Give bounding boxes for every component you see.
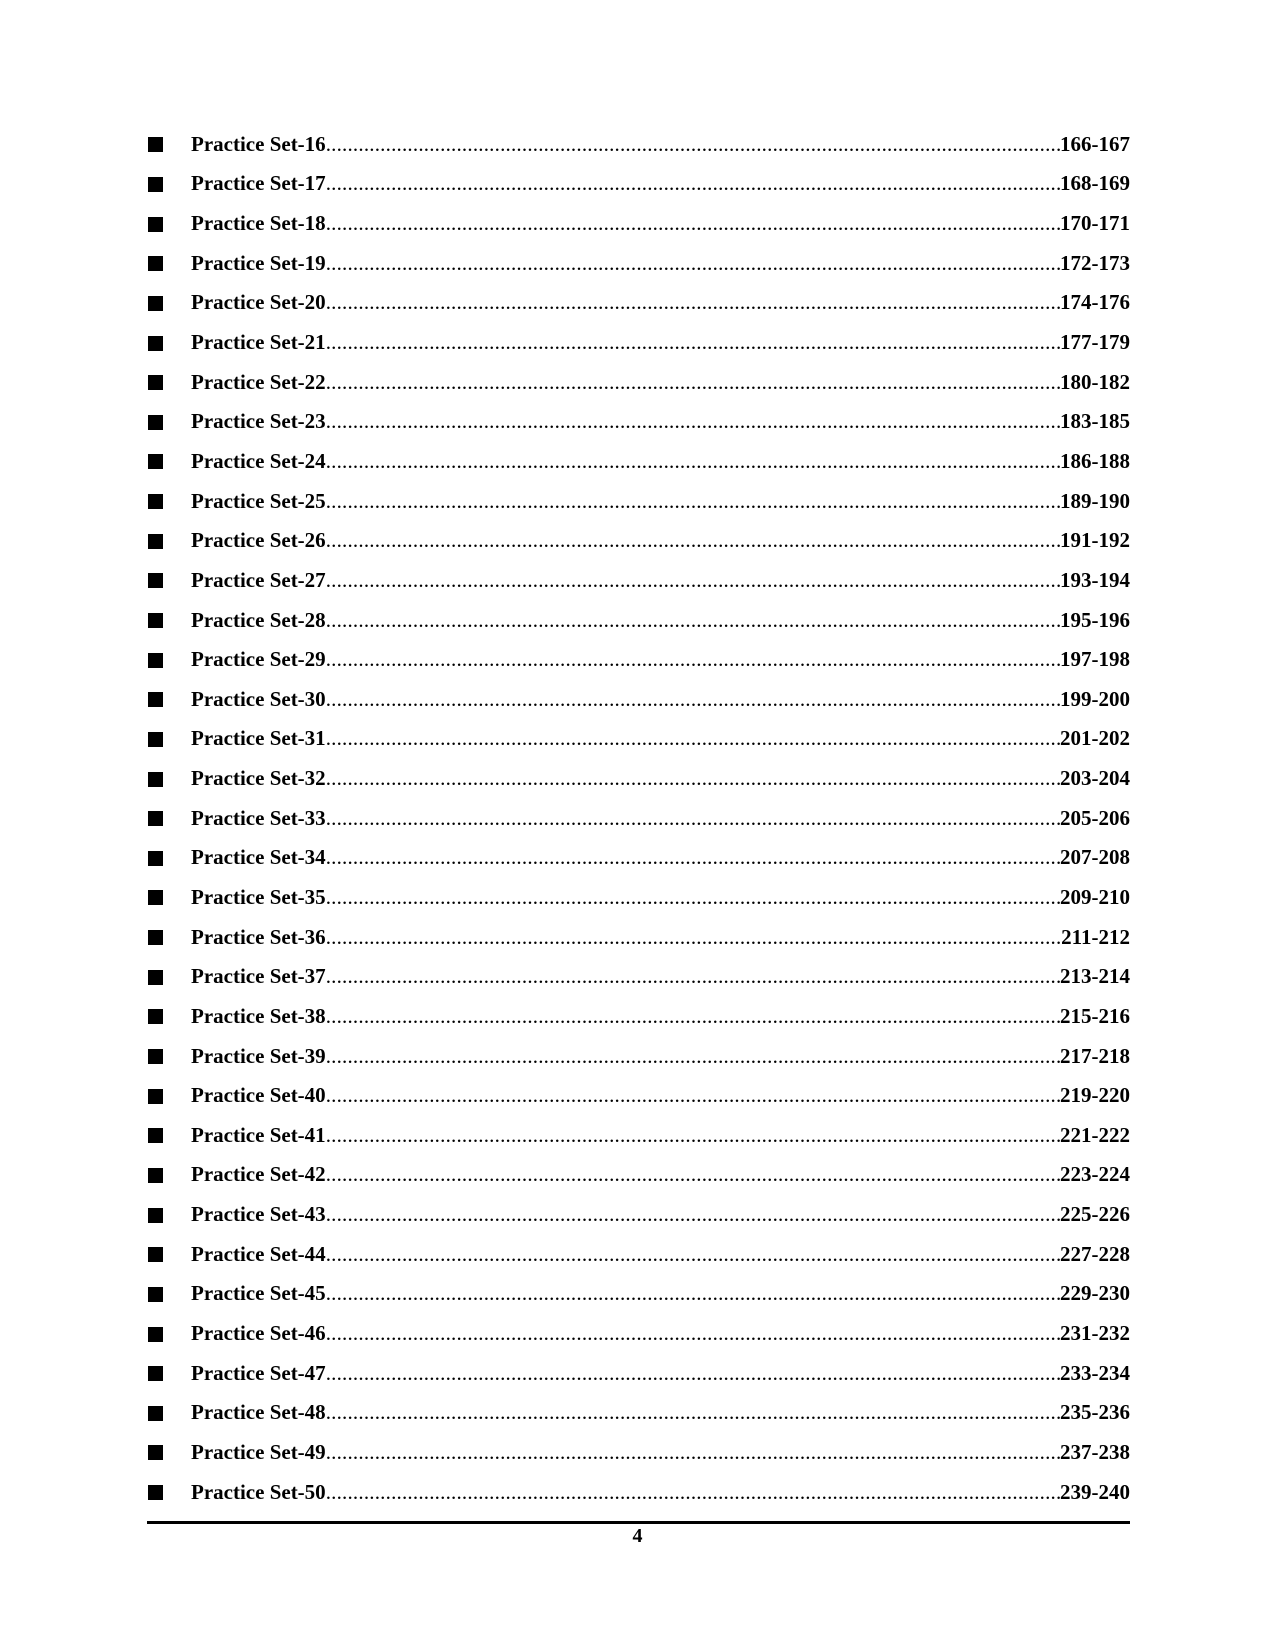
toc-entry — [148, 520, 1130, 560]
toc-entry — [148, 798, 1130, 838]
toc-entry-title: Practice Set-30 — [191, 686, 326, 711]
dot-leader — [326, 370, 1060, 394]
square-bullet-icon — [148, 494, 163, 509]
dot-leader — [326, 132, 1060, 156]
toc-entry — [148, 124, 1130, 164]
square-bullet-icon — [148, 1168, 163, 1183]
square-bullet-icon — [148, 851, 163, 866]
square-bullet-icon — [148, 613, 163, 628]
toc-entry — [148, 838, 1130, 878]
dot-leader — [326, 647, 1060, 671]
toc-entry-pages: 215-216 — [1060, 1003, 1130, 1028]
toc-entry-title: Practice Set-27 — [191, 567, 326, 592]
toc-entry-title: Practice Set-40 — [191, 1083, 326, 1108]
dot-leader — [326, 845, 1060, 869]
square-bullet-icon — [148, 1406, 163, 1421]
dot-leader — [326, 449, 1060, 473]
toc-entry — [148, 1393, 1130, 1433]
square-bullet-icon — [148, 1089, 163, 1104]
toc-entry — [148, 1234, 1130, 1274]
dot-leader — [326, 528, 1060, 552]
toc-entry-title: Practice Set-28 — [191, 607, 326, 632]
toc-entry-pages: 170-171 — [1060, 211, 1130, 236]
toc-entry-pages: 227-228 — [1060, 1241, 1130, 1266]
toc-entry-pages: 223-224 — [1060, 1162, 1130, 1187]
square-bullet-icon — [148, 1208, 163, 1223]
toc-entry-pages: 211-212 — [1061, 924, 1130, 949]
toc-entry-pages: 229-230 — [1060, 1281, 1130, 1306]
toc-entry-pages: 203-204 — [1060, 766, 1130, 791]
toc-entry-title: Practice Set-47 — [191, 1360, 326, 1385]
dot-leader — [326, 251, 1060, 275]
toc-entry-pages: 197-198 — [1060, 647, 1130, 672]
toc-entry-title: Practice Set-41 — [191, 1122, 326, 1147]
toc-entry — [148, 679, 1130, 719]
toc-entry — [148, 719, 1130, 759]
square-bullet-icon — [148, 1366, 163, 1381]
square-bullet-icon — [148, 1327, 163, 1342]
toc-entry — [148, 243, 1130, 283]
toc-entry-title: Practice Set-34 — [191, 845, 326, 870]
dot-leader — [326, 330, 1060, 354]
toc-entry-title: Practice Set-29 — [191, 647, 326, 672]
table-of-contents — [148, 124, 1130, 1511]
toc-entry-pages: 168-169 — [1060, 171, 1130, 196]
square-bullet-icon — [148, 296, 163, 311]
toc-entry-title: Practice Set-19 — [191, 250, 326, 275]
dot-leader — [326, 964, 1060, 988]
dot-leader — [326, 171, 1060, 195]
dot-leader — [326, 766, 1060, 790]
toc-entry — [148, 956, 1130, 996]
dot-leader — [326, 925, 1061, 949]
toc-entry-title: Practice Set-26 — [191, 528, 326, 553]
square-bullet-icon — [148, 137, 163, 152]
dot-leader — [326, 1281, 1060, 1305]
toc-entry — [148, 401, 1130, 441]
toc-entry — [148, 1036, 1130, 1076]
toc-entry — [148, 1313, 1130, 1353]
toc-entry-title: Practice Set-42 — [191, 1162, 326, 1187]
square-bullet-icon — [148, 1287, 163, 1302]
square-bullet-icon — [148, 454, 163, 469]
toc-entry-pages: 183-185 — [1060, 409, 1130, 434]
toc-entry — [148, 1353, 1130, 1393]
toc-entry-pages: 221-222 — [1060, 1122, 1130, 1147]
toc-entry-pages: 180-182 — [1060, 369, 1130, 394]
square-bullet-icon — [148, 732, 163, 747]
toc-entry-title: Practice Set-25 — [191, 488, 326, 513]
toc-entry — [148, 758, 1130, 798]
toc-entry-pages: 172-173 — [1060, 250, 1130, 275]
toc-entry-pages: 199-200 — [1060, 686, 1130, 711]
toc-entry — [148, 560, 1130, 600]
toc-entry-title: Practice Set-35 — [191, 884, 326, 909]
toc-entry-title: Practice Set-32 — [191, 766, 326, 791]
dot-leader — [326, 1440, 1060, 1464]
dot-leader — [326, 1004, 1060, 1028]
square-bullet-icon — [148, 970, 163, 985]
toc-entry — [148, 600, 1130, 640]
square-bullet-icon — [148, 256, 163, 271]
toc-entry-pages: 186-188 — [1060, 448, 1130, 473]
square-bullet-icon — [148, 692, 163, 707]
toc-entry-pages: 213-214 — [1060, 964, 1130, 989]
dot-leader — [326, 608, 1060, 632]
toc-entry — [148, 1115, 1130, 1155]
square-bullet-icon — [148, 930, 163, 945]
toc-entry-pages: 239-240 — [1060, 1479, 1130, 1504]
dot-leader — [326, 1083, 1060, 1107]
dot-leader — [326, 806, 1060, 830]
toc-entry-title: Practice Set-33 — [191, 805, 326, 830]
toc-entry-pages: 177-179 — [1060, 330, 1130, 355]
toc-entry-pages: 205-206 — [1060, 805, 1130, 830]
square-bullet-icon — [148, 415, 163, 430]
toc-entry — [148, 1194, 1130, 1234]
toc-entry-title: Practice Set-21 — [191, 330, 326, 355]
toc-entry — [148, 996, 1130, 1036]
toc-entry — [148, 1432, 1130, 1472]
toc-entry — [148, 1472, 1130, 1512]
dot-leader — [326, 290, 1060, 314]
toc-entry — [148, 1075, 1130, 1115]
toc-entry — [148, 877, 1130, 917]
toc-entry-title: Practice Set-23 — [191, 409, 326, 434]
dot-leader — [326, 489, 1060, 513]
dot-leader — [326, 1361, 1060, 1385]
dot-leader — [326, 1162, 1060, 1186]
toc-entry-title: Practice Set-31 — [191, 726, 326, 751]
toc-entry-title: Practice Set-36 — [191, 924, 326, 949]
toc-entry — [148, 322, 1130, 362]
toc-entry-pages: 207-208 — [1060, 845, 1130, 870]
dot-leader — [326, 687, 1060, 711]
toc-entry-pages: 195-196 — [1060, 607, 1130, 632]
toc-entry-title: Practice Set-22 — [191, 369, 326, 394]
toc-entry-pages: 191-192 — [1060, 528, 1130, 553]
square-bullet-icon — [148, 217, 163, 232]
toc-entry-title: Practice Set-24 — [191, 448, 326, 473]
toc-entry-pages: 201-202 — [1060, 726, 1130, 751]
square-bullet-icon — [148, 1049, 163, 1064]
toc-entry-pages: 231-232 — [1060, 1321, 1130, 1346]
toc-entry — [148, 1155, 1130, 1195]
toc-entry — [148, 164, 1130, 204]
dot-leader — [326, 726, 1060, 750]
toc-entry-pages: 166-167 — [1060, 131, 1130, 156]
square-bullet-icon — [148, 1247, 163, 1262]
square-bullet-icon — [148, 653, 163, 668]
dot-leader — [326, 211, 1060, 235]
toc-entry-pages: 189-190 — [1060, 488, 1130, 513]
toc-entry-pages: 174-176 — [1060, 290, 1130, 315]
dot-leader — [326, 1400, 1060, 1424]
dot-leader — [326, 1321, 1060, 1345]
toc-entry-title: Practice Set-48 — [191, 1400, 326, 1425]
toc-entry-title: Practice Set-44 — [191, 1241, 326, 1266]
dot-leader — [326, 1242, 1060, 1266]
toc-entry — [148, 441, 1130, 481]
toc-entry-title: Practice Set-37 — [191, 964, 326, 989]
toc-entry-pages: 225-226 — [1060, 1202, 1130, 1227]
page-number: 4 — [632, 1525, 643, 1547]
toc-entry — [148, 639, 1130, 679]
toc-entry-title: Practice Set-38 — [191, 1003, 326, 1028]
toc-entry — [148, 283, 1130, 323]
square-bullet-icon — [148, 177, 163, 192]
toc-entry-pages: 209-210 — [1060, 884, 1130, 909]
dot-leader — [326, 885, 1060, 909]
toc-entry — [148, 481, 1130, 521]
toc-entry-pages: 237-238 — [1060, 1439, 1130, 1464]
dot-leader — [326, 1202, 1060, 1226]
square-bullet-icon — [148, 336, 163, 351]
toc-entry-title: Practice Set-16 — [191, 131, 326, 156]
dot-leader — [326, 568, 1060, 592]
square-bullet-icon — [148, 772, 163, 787]
dot-leader — [326, 1044, 1060, 1068]
square-bullet-icon — [148, 890, 163, 905]
dot-leader — [326, 1480, 1060, 1504]
toc-entry-pages: 217-218 — [1060, 1043, 1130, 1068]
square-bullet-icon — [148, 573, 163, 588]
toc-entry — [148, 203, 1130, 243]
toc-entry-title: Practice Set-20 — [191, 290, 326, 315]
square-bullet-icon — [148, 534, 163, 549]
toc-entry-title: Practice Set-43 — [191, 1202, 326, 1227]
dot-leader — [326, 1123, 1060, 1147]
toc-entry-pages: 233-234 — [1060, 1360, 1130, 1385]
toc-entry-title: Practice Set-18 — [191, 211, 326, 236]
dot-leader — [326, 409, 1060, 433]
toc-entry-title: Practice Set-39 — [191, 1043, 326, 1068]
square-bullet-icon — [148, 1009, 163, 1024]
square-bullet-icon — [148, 1445, 163, 1460]
toc-entry-pages: 219-220 — [1060, 1083, 1130, 1108]
toc-entry — [148, 1274, 1130, 1314]
toc-entry-title: Practice Set-45 — [191, 1281, 326, 1306]
toc-entry-pages: 235-236 — [1060, 1400, 1130, 1425]
toc-entry-title: Practice Set-46 — [191, 1321, 326, 1346]
toc-entry — [148, 917, 1130, 957]
toc-entry — [148, 362, 1130, 402]
toc-entry-title: Practice Set-49 — [191, 1439, 326, 1464]
toc-entry-title: Practice Set-50 — [191, 1479, 326, 1504]
square-bullet-icon — [148, 375, 163, 390]
square-bullet-icon — [148, 811, 163, 826]
square-bullet-icon — [148, 1128, 163, 1143]
toc-entry-title: Practice Set-17 — [191, 171, 326, 196]
toc-entry-pages: 193-194 — [1060, 567, 1130, 592]
square-bullet-icon — [148, 1485, 163, 1500]
